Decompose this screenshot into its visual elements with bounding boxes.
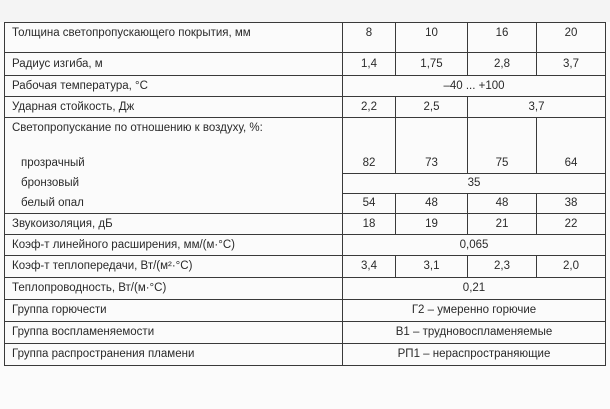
row-label: Ударная стойкость, Дж [5, 97, 343, 118]
table-row [5, 23, 606, 53]
cell-value: 3,7 [468, 97, 606, 118]
table-row [5, 344, 606, 366]
cell-value: 22 [537, 214, 606, 235]
row-label: белый опал [5, 194, 343, 214]
cell-value: 0,21 [343, 278, 606, 300]
cell-value: 18 [343, 214, 396, 235]
table-row [5, 97, 606, 118]
row-label: Светопропускание по отношению к воздуху, %: [5, 118, 343, 154]
cell-value: 21 [468, 214, 537, 235]
row-label: Коэф-т теплопередачи, Вт/(м²·°С) [5, 256, 343, 278]
cell-value: 64 [537, 154, 606, 174]
cell-value: 2,2 [343, 97, 396, 118]
cell-value: 38 [537, 194, 606, 214]
cell-value: 3,1 [396, 256, 468, 278]
cell-value: 2,5 [396, 97, 468, 118]
table-row [5, 322, 606, 344]
cell-value: –40 ... +100 [343, 76, 606, 97]
row-label: Группа распространения пламени [5, 344, 343, 366]
row-label: Теплопроводность, Вт/(м·°С) [5, 278, 343, 300]
cell-value: 3,7 [537, 53, 606, 76]
cell-value: 1,4 [343, 53, 396, 76]
cell-value: 73 [396, 154, 468, 174]
row-label: Радиус изгиба, м [5, 53, 343, 76]
table-row [5, 174, 606, 194]
table-row [5, 300, 606, 322]
row-label: Группа воспламеняемости [5, 322, 343, 344]
table-row [5, 235, 606, 256]
cell-value: 2,8 [468, 53, 537, 76]
table-row [5, 118, 606, 154]
cell-value: 0,065 [343, 235, 606, 256]
row-label: бронзовый [5, 174, 343, 194]
cell-value: В1 – трудновоспламеняемые [343, 322, 606, 344]
spec-table [4, 22, 606, 366]
cell-value: 35 [343, 174, 606, 194]
empty-cell [537, 118, 606, 154]
table-row [5, 194, 606, 214]
empty-cell [343, 118, 396, 154]
cell-value: 82 [343, 154, 396, 174]
cell-value: Г2 – умеренно горючие [343, 300, 606, 322]
cell-value: 16 [468, 23, 537, 53]
table-row [5, 53, 606, 76]
cell-value: 20 [537, 23, 606, 53]
table-row [5, 214, 606, 235]
empty-cell [468, 118, 537, 154]
row-label: Коэф-т линейного расширения, мм/(м·°С) [5, 235, 343, 256]
top-margin [0, 0, 610, 22]
cell-value: РП1 – нераспространяющие [343, 344, 606, 366]
row-label: Группа горючести [5, 300, 343, 322]
empty-cell [396, 118, 468, 154]
row-label: Толщина светопропускающего покрытия, мм [5, 23, 343, 53]
row-label: Рабочая температура, °С [5, 76, 343, 97]
cell-value: 3,4 [343, 256, 396, 278]
cell-value: 54 [343, 194, 396, 214]
table-row [5, 256, 606, 278]
cell-value: 10 [396, 23, 468, 53]
cell-value: 2,3 [468, 256, 537, 278]
table-row [5, 154, 606, 174]
cell-value: 48 [468, 194, 537, 214]
cell-value: 2,0 [537, 256, 606, 278]
table-row [5, 76, 606, 97]
cell-value: 8 [343, 23, 396, 53]
cell-value: 1,75 [396, 53, 468, 76]
cell-value: 19 [396, 214, 468, 235]
cell-value: 48 [396, 194, 468, 214]
cell-value: 75 [468, 154, 537, 174]
table-row [5, 278, 606, 300]
row-label: Звукоизоляция, дБ [5, 214, 343, 235]
row-label: прозрачный [5, 154, 343, 174]
